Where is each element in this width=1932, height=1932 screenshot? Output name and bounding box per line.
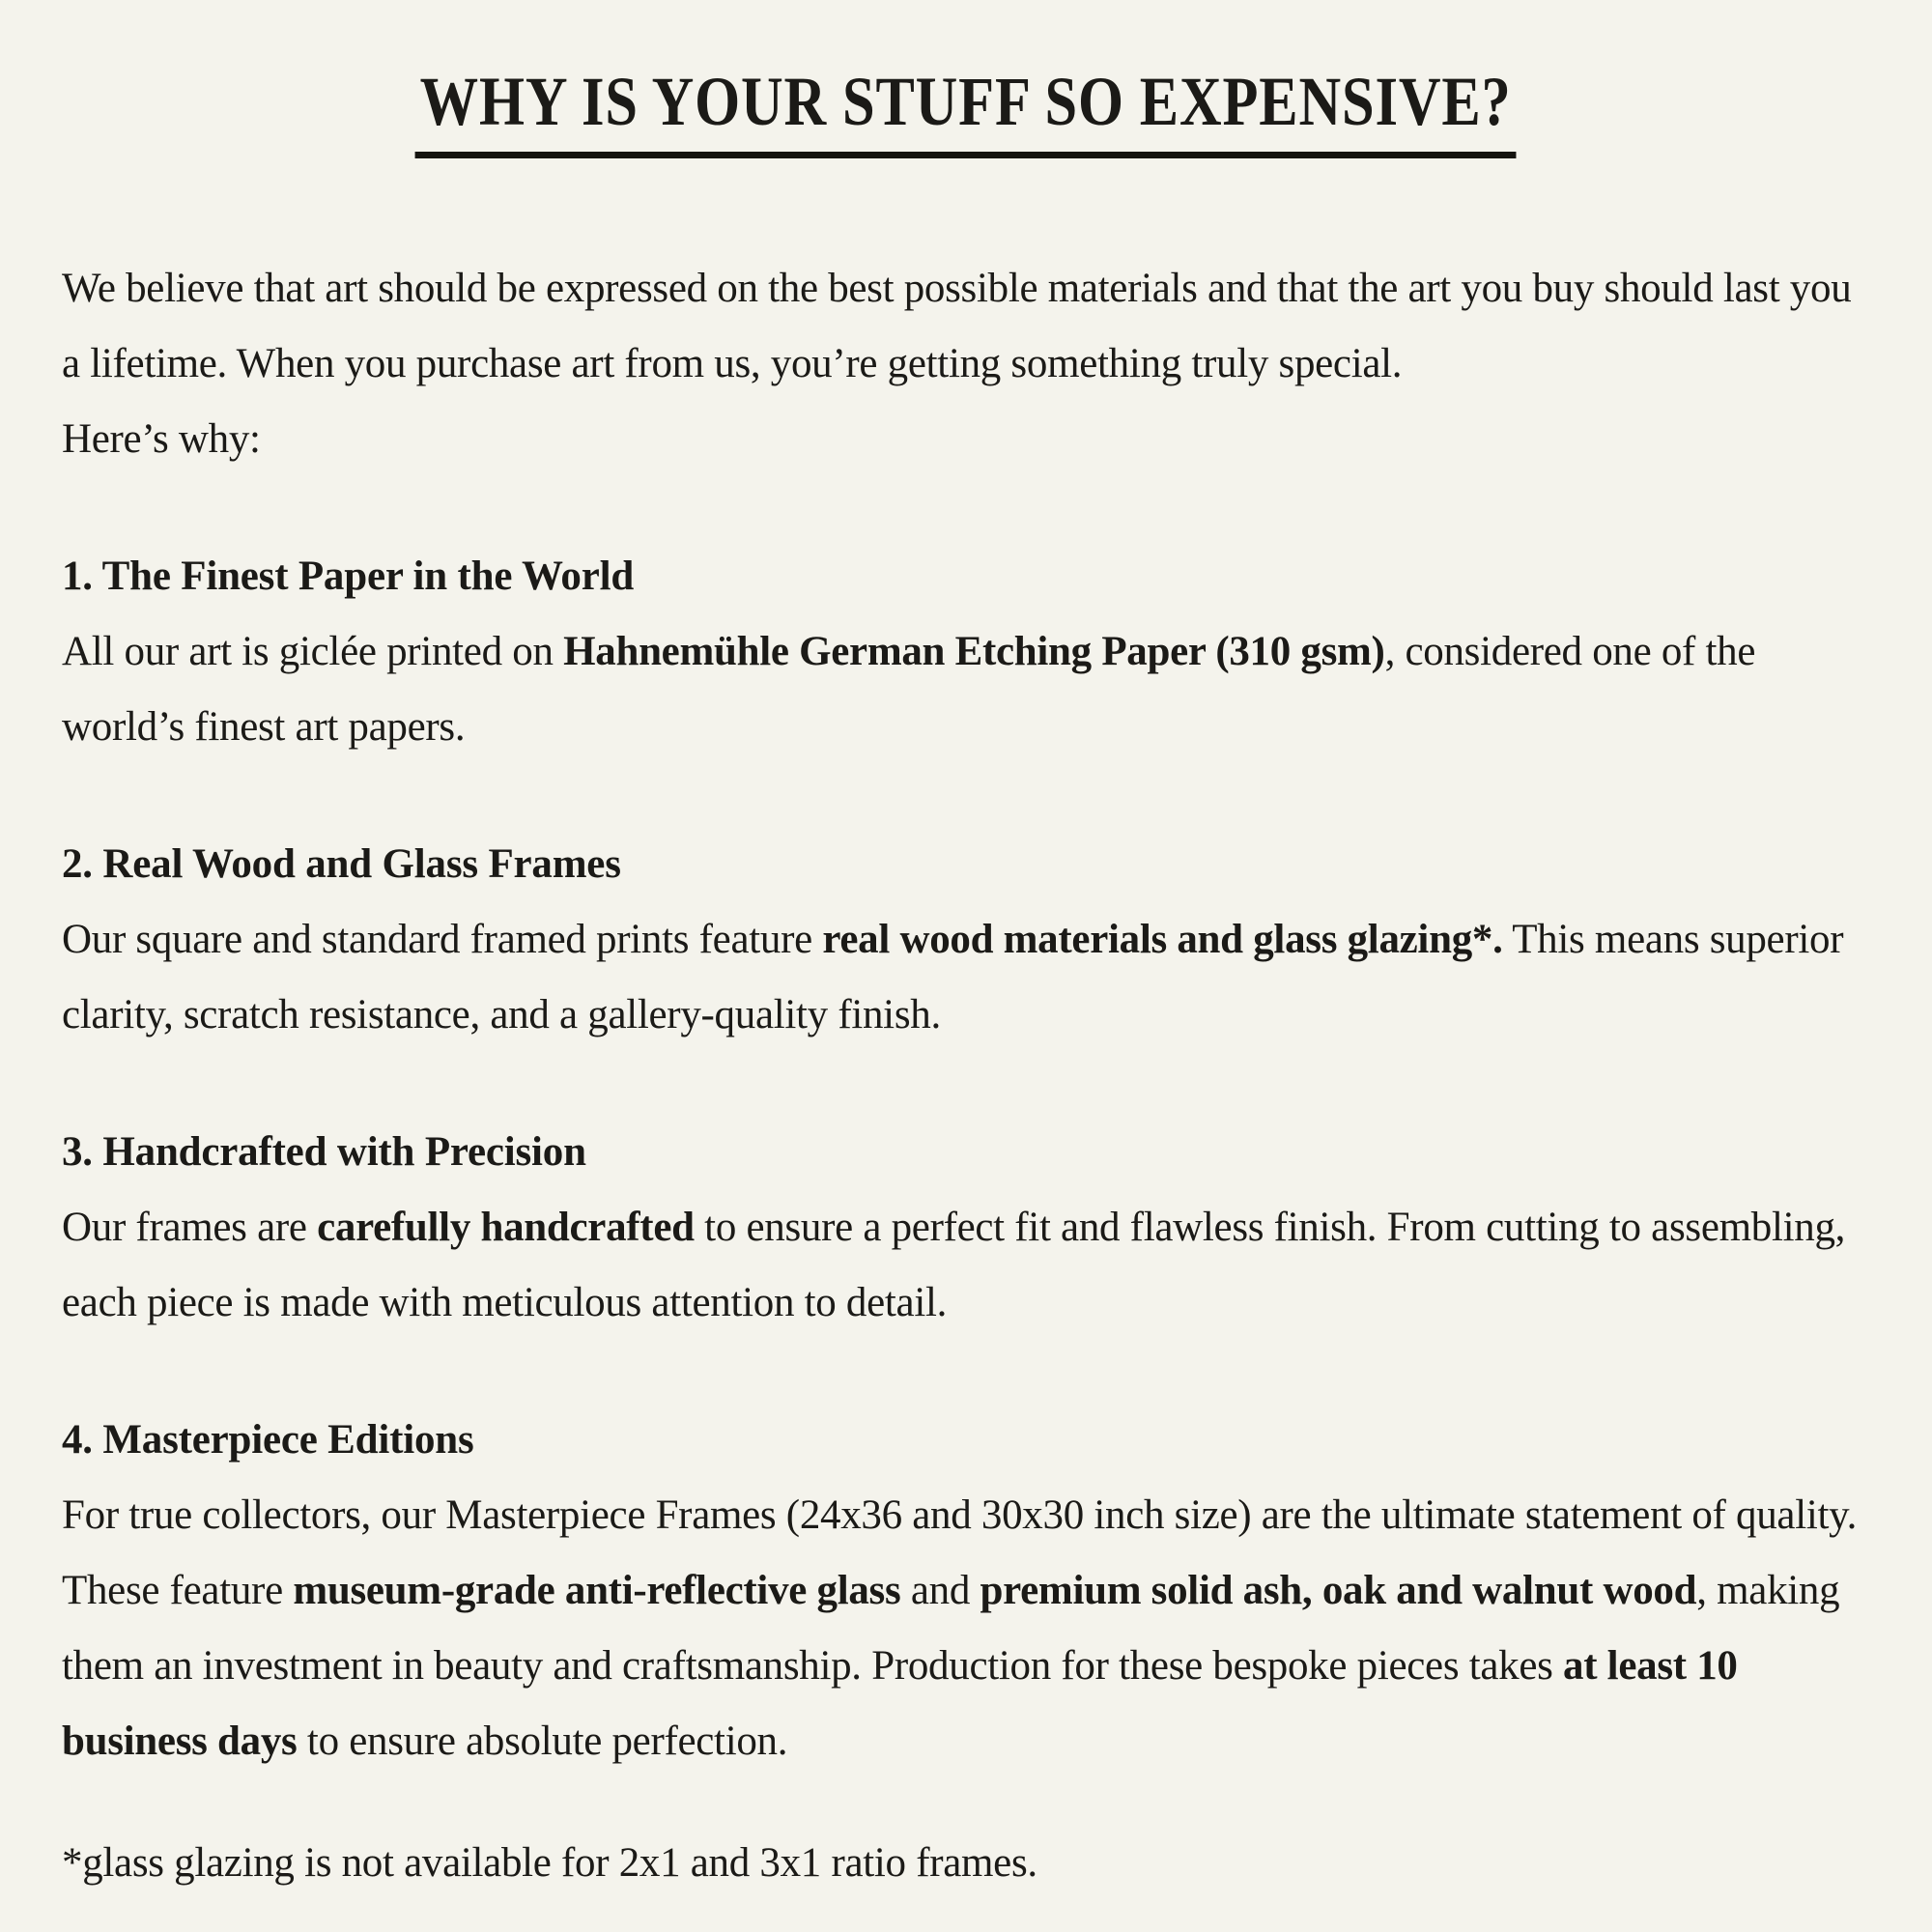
footnote: *glass glazing is not available for 2x1 and 3x1 ratio frames. (62, 1840, 1037, 1887)
section-body-finest-paper (62, 614, 1870, 765)
body-text: For true collectors, our Masterpiece Frames (24x36 and 30x30 inch size) are the ultimate statement of quality. These feature (62, 1492, 1858, 1614)
body-text: , making them an investment in beauty and craftsmanship. Production for these bespoke pieces takes (62, 1568, 1840, 1690)
body-text: and (900, 1568, 980, 1614)
section-heading-masterpiece-editions: 4. Masterpiece Editions (62, 1417, 474, 1463)
section-body-handcrafted (62, 1190, 1870, 1341)
emphasized-text: Hahnemühle German Etching Paper (310 gsm) (563, 629, 1385, 675)
emphasized-text: premium solid ash, oak and walnut wood (980, 1568, 1697, 1614)
section-body-wood-glass-frames (62, 902, 1870, 1053)
body-text: Our frames are (62, 1205, 318, 1251)
body-text: Here’s why: (62, 416, 261, 463)
body-text: All our art is giclée printed on (62, 629, 564, 675)
body-text: We believe that art should be expressed on the best possible materials and that the art you buy should last you a lifetime. When you purchase art from us, you’re getting something truly special. (62, 266, 1852, 387)
section-heading-wood-glass-frames: 2. Real Wood and Glass Frames (62, 841, 621, 888)
emphasized-text: real wood materials and glass glazing*. (822, 917, 1503, 963)
body-text: Our square and standard framed prints feature (62, 917, 823, 963)
intro-paragraph (62, 251, 1870, 477)
section-wood-glass-frames (62, 827, 1870, 1053)
page-title-text: WHY IS YOUR STUFF SO EXPENSIVE? (415, 64, 1517, 158)
section-heading-finest-paper: 1. The Finest Paper in the World (62, 554, 635, 600)
section-handcrafted (62, 1115, 1870, 1341)
page-title (62, 64, 1870, 158)
emphasized-text: museum-grade anti-reflective glass (293, 1568, 901, 1614)
section-finest-paper (62, 539, 1870, 765)
body-text: to ensure absolute perfection. (297, 1719, 788, 1765)
body-text: to ensure a perfect fit and flawless finish. From cutting to assembling, each piece is made with meticulous attention to detail. (62, 1205, 1846, 1326)
section-body-masterpiece-editions (62, 1478, 1870, 1779)
section-heading-handcrafted: 3. Handcrafted with Precision (62, 1129, 586, 1176)
emphasized-text: at least 10 business days (62, 1643, 1738, 1765)
body-text: , considered one of the world’s finest art papers. (62, 629, 1756, 751)
body-text: This means superior clarity, scratch resistance, and a gallery-quality finish. (62, 917, 1844, 1038)
section-masterpiece-editions (62, 1403, 1870, 1779)
emphasized-text: carefully handcrafted (317, 1205, 695, 1251)
